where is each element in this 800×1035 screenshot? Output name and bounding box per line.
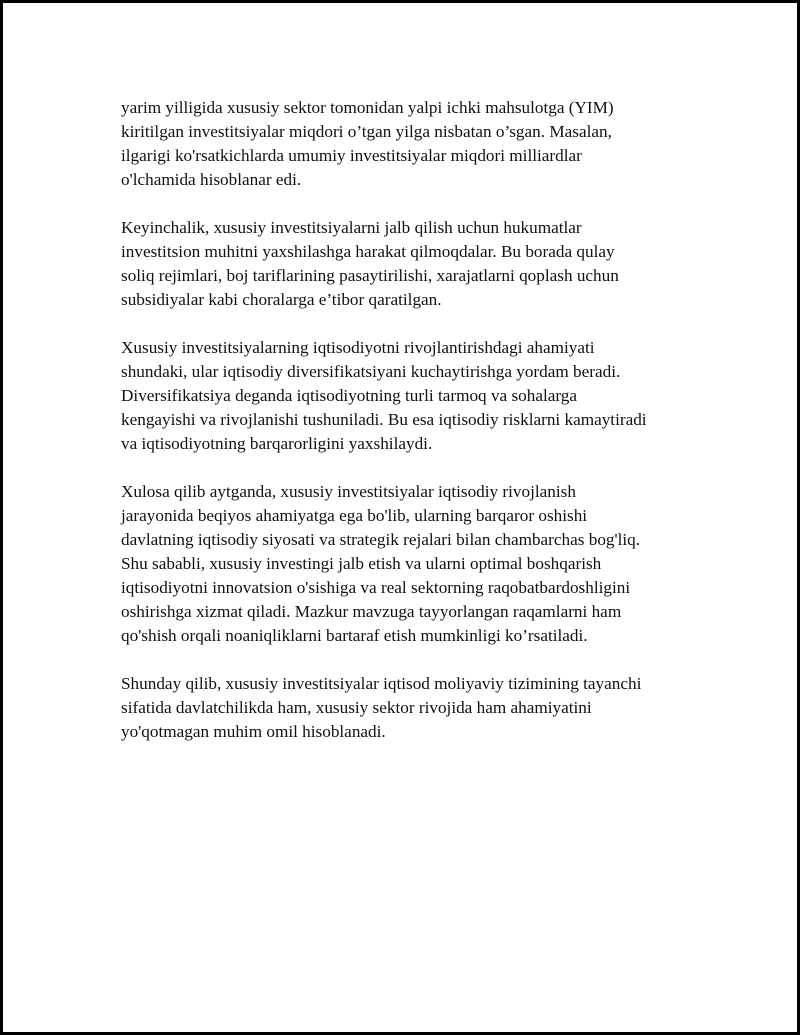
text-line: yarim yilligida xususiy sektor tomonidan yalpi ichki mahsulotga (YIM) [121,98,614,117]
text-line: kengayishi va rivojlanishi tushuniladi. Bu esa iqtisodiy risklarni kamaytiradi [121,410,647,429]
text-line: qo'shish orqali noaniqliklarni bartaraf etish mumkinligi ko’rsatiladi. [121,626,588,645]
text-line: Xulosa qilib aytganda, xususiy investitsiyalar iqtisodiy rivojlanish [121,482,576,501]
text-line: shundaki, ular iqtisodiy diversifikatsiyani kuchaytirishga yordam beradi. [121,362,621,381]
text-line: Keyinchalik, xususiy investitsiyalarni jalb qilish uchun hukumatlar [121,218,582,237]
text-line: iqtisodiyotni innovatsion o'sishiga va real sektorning raqobatbardoshligini [121,578,631,597]
text-line: ilgarigi ko'rsatkichlarda umumiy investitsiyalar miqdori milliardlar [121,146,582,165]
text-line: davlatning iqtisodiy siyosati va strategik rejalari bilan chambarchas bog'liq. [121,530,641,549]
text-line: oshirishga xizmat qiladi. Mazkur mavzuga tayyorlangan raqamlarni ham [121,602,622,621]
text-line: kiritilgan investitsiyalar miqdori o’tgan yilga nisbatan o’sgan. Masalan, [121,122,612,141]
paragraph-5 [121,672,696,744]
document-body [121,96,696,768]
text-line: investitsion muhitni yaxshilashga harakat qilmoqdalar. Bu borada qulay [121,242,615,261]
text-line: Diversifikatsiya deganda iqtisodiyotning turli tarmoq va sohalarga [121,386,578,405]
text-line: subsidiyalar kabi choralarga e’tibor qaratilgan. [121,290,442,309]
paragraph-1 [121,96,696,192]
paragraph-3 [121,336,696,456]
text-line: soliq rejimlari, boj tariflarining pasaytirilishi, xarajatlarni qoplash uchun [121,266,619,285]
text-line: Shunday qilib, xususiy investitsiyalar iqtisod moliyaviy tizimining tayanchi [121,674,642,693]
text-line: va iqtisodiyotning barqarorligini yaxshilaydi. [121,434,433,453]
text-line: yo'qotmagan muhim omil hisoblanadi. [121,722,386,741]
text-line: Shu sababli, xususiy investingi jalb etish va ularni optimal boshqarish [121,554,602,573]
text-line: jarayonida beqiyos ahamiyatga ega bo'lib, ularning barqaror oshishi [121,506,588,525]
paragraph-2 [121,216,696,312]
text-line: Xususiy investitsiyalarning iqtisodiyotni rivojlantirishdagi ahamiyati [121,338,595,357]
paragraph-4 [121,480,696,648]
text-line: o'lchamida hisoblanar edi. [121,170,302,189]
text-line: sifatida davlatchilikda ham, xususiy sektor rivojida ham ahamiyatini [121,698,592,717]
